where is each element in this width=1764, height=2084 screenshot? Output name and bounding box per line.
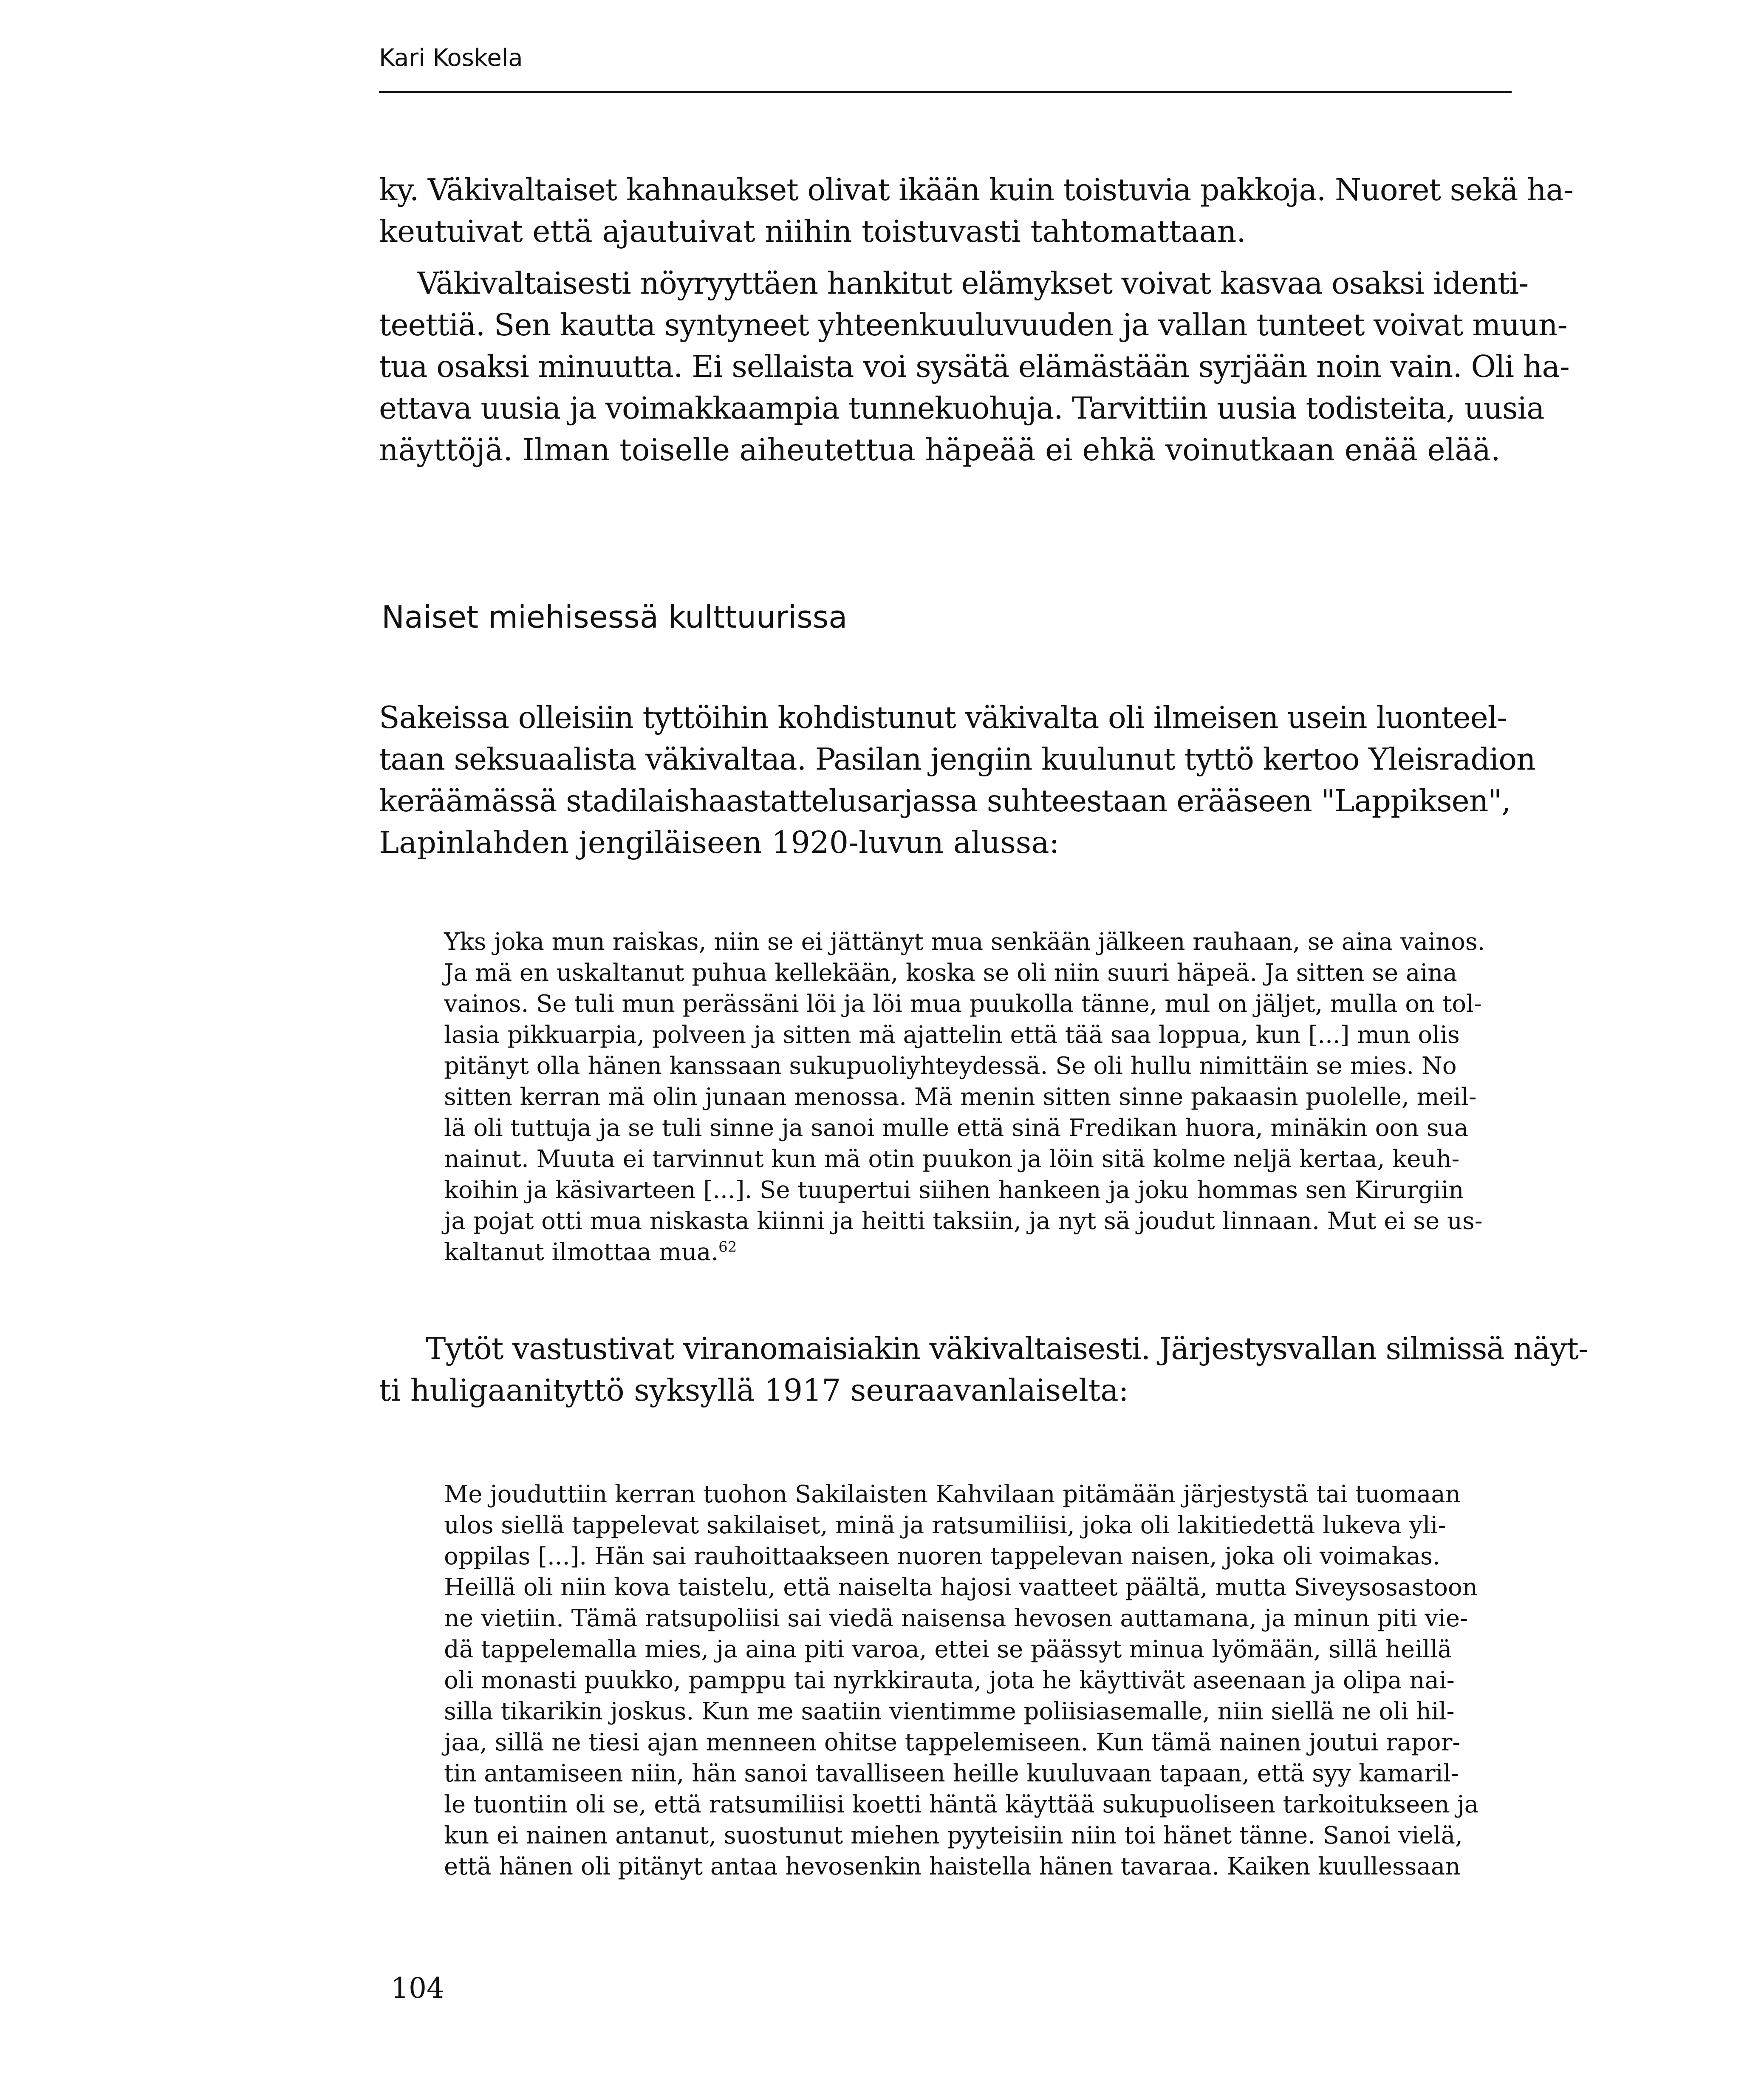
quote-line: silla tikarikin joskus. Kun me saatiin vientimme poliisiasemalle, niin siellä ne oli hil-: [444, 1698, 1455, 1725]
paragraph-sexual-violence: [379, 697, 1535, 864]
text-line: tua osaksi minuutta. Ei sellaista voi sysätä elämästään syrjään noin vain. Oli ha-: [379, 349, 1569, 384]
running-header-author: Kari Koskela: [379, 44, 523, 72]
text-line: Sakeissa olleisiin tyttöihin kohdistunut väkivalta oli ilmeisen usein luonteel-: [379, 700, 1507, 735]
quote-line: pitänyt olla hänen kanssaan sukupuoliyhteydessä. Se oli hullu nimittäin se mies. No: [444, 1052, 1457, 1080]
paragraph-continuation: [379, 169, 1574, 252]
text-line: Väkivaltaisesti nöyryyttäen hankitut elämykset voivat kasvaa osaksi identi-: [417, 266, 1529, 301]
quote-line: oppilas [...]. Hän sai rauhoittaakseen nuoren tappelevan naisen, joka oli voimakas.: [444, 1543, 1440, 1570]
footnote-marker: 62: [718, 1238, 737, 1256]
quote-line: lä oli tuttuja ja se tuli sinne ja sanoi mulle että sinä Fredikan huora, minäkin oon sua: [444, 1114, 1469, 1142]
quote-line: ja pojat otti mua niskasta kiinni ja heitti taksiin, ja nyt sä joudut linnaan. Mut ei se us-: [444, 1207, 1483, 1235]
quote-line: vainos. Se tuli mun perässäni löi ja löi mua puukolla tänne, mul on jäljet, mulla on tol-: [444, 990, 1482, 1018]
quote-line: lasia pikkuarpia, polveen ja sitten mä ajattelin että tää saa loppua, kun [...] mun olis: [444, 1021, 1460, 1049]
quote-line: dä tappelemalla mies, ja aina piti varoa, ettei se päässyt minua lyömään, sillä heillä: [444, 1636, 1452, 1663]
quote-line-last: [444, 1237, 1515, 1268]
section-heading: Naiset miehisessä kulttuurissa: [382, 599, 848, 635]
quote-last-text: kaltanut ilmottaa mua.: [444, 1238, 719, 1266]
paragraph-identity: [379, 263, 1569, 471]
text-line: keräämässä stadilaishaastattelusarjassa suhteestaan erääseen "Lappiksen",: [379, 783, 1511, 818]
text-line: ettava uusia ja voimakkaampia tunnekuohuja. Tarvittiin uusia todisteita, uusia: [379, 391, 1544, 426]
quote-line: jaa, sillä ne tiesi ajan menneen ohitse tappelemiseen. Kun tämä nainen joutui rapor-: [444, 1729, 1461, 1756]
quote-line: Me jouduttiin kerran tuohon Sakilaisten Kahvilaan pitämään järjestystä tai tuomaan: [444, 1481, 1461, 1508]
text-line: Lapinlahden jengiläiseen 1920-luvun alussa:: [379, 825, 1060, 860]
header-rule: [379, 91, 1512, 93]
quote-line: nainut. Muuta ei tarvinnut kun mä otin puukon ja löin sitä kolme neljä kertaa, keuh-: [444, 1145, 1460, 1173]
text-line: Tytöt vastustivat viranomaisiakin väkivaltaisesti. Järjestysvallan silmissä näyt-: [426, 1331, 1588, 1366]
quote-line: ulos siellä tappelevat sakilaiset, minä ja ratsumiliisi, joka oli lakitiedettä lukeva yli-: [444, 1512, 1446, 1539]
quote-line: le tuontiin oli se, että ratsumiliisi koetti häntä käyttää sukupuoliseen tarkoitukseen ja: [444, 1791, 1478, 1818]
block-quote-interview: [444, 926, 1515, 1268]
text-line: ti huligaanityttö syksyllä 1917 seuraavanlaiselta:: [379, 1373, 1129, 1408]
quote-line: sitten kerran mä olin junaan menossa. Mä menin sitten sinne pakaasin puolelle, meil-: [444, 1083, 1477, 1111]
quote-line: Ja mä en uskaltanut puhua kellekään, koska se oli niin suuri häpeä. Ja sitten se aina: [444, 959, 1457, 987]
quote-line: ne vietiin. Tämä ratsupoliisi sai viedä naisensa hevosen auttamana, ja minun piti vie-: [444, 1605, 1468, 1632]
quote-line: Yks joka mun raiskas, niin se ei jättänyt mua senkään jälkeen rauhaan, se aina vainos.: [444, 928, 1485, 956]
text-line: näyttöjä. Ilman toiselle aiheutettua häpeää ei ehkä voinutkaan enää elää.: [379, 432, 1501, 467]
quote-line: oli monasti puukko, pamppu tai nyrkkirauta, jota he käyttivät aseenaan ja olipa nai-: [444, 1667, 1455, 1694]
text-line: ky. Väkivaltaiset kahnaukset olivat ikään kuin toistuvia pakkoja. Nuoret sekä ha-: [379, 172, 1574, 207]
page-number: 104: [391, 1972, 444, 2005]
text-line: taan seksuaalista väkivaltaa. Pasilan jengiin kuulunut tyttö kertoo Yleisradion: [379, 742, 1535, 777]
text-line: keutuivat että ajautuivat niihin toistuvasti tahtomattaan.: [379, 214, 1246, 249]
quote-line: että hänen oli pitänyt antaa hevosenkin haistella hänen tavaraa. Kaiken kuullessaan: [444, 1853, 1461, 1880]
quote-line: tin antamiseen niin, hän sanoi tavalliseen heille kuuluvaan tapaan, että syy kamaril-: [444, 1760, 1459, 1787]
quote-line: kun ei nainen antanut, suostunut miehen pyyteisiin niin toi hänet tänne. Sanoi vielä,: [444, 1822, 1463, 1849]
text-line: teettiä. Sen kautta syntyneet yhteenkuuluvuuden ja vallan tunteet voivat muun-: [379, 307, 1567, 343]
paragraph-authorities: [379, 1328, 1588, 1411]
block-quote-police: [444, 1479, 1515, 1882]
quote-line: koihin ja käsivarteen [...]. Se tuupertui siihen hankeen ja joku hommas sen Kirurgiin: [444, 1176, 1464, 1204]
quote-line: Heillä oli niin kova taistelu, että naiselta hajosi vaatteet päältä, mutta Siveysosastoon: [444, 1574, 1478, 1601]
